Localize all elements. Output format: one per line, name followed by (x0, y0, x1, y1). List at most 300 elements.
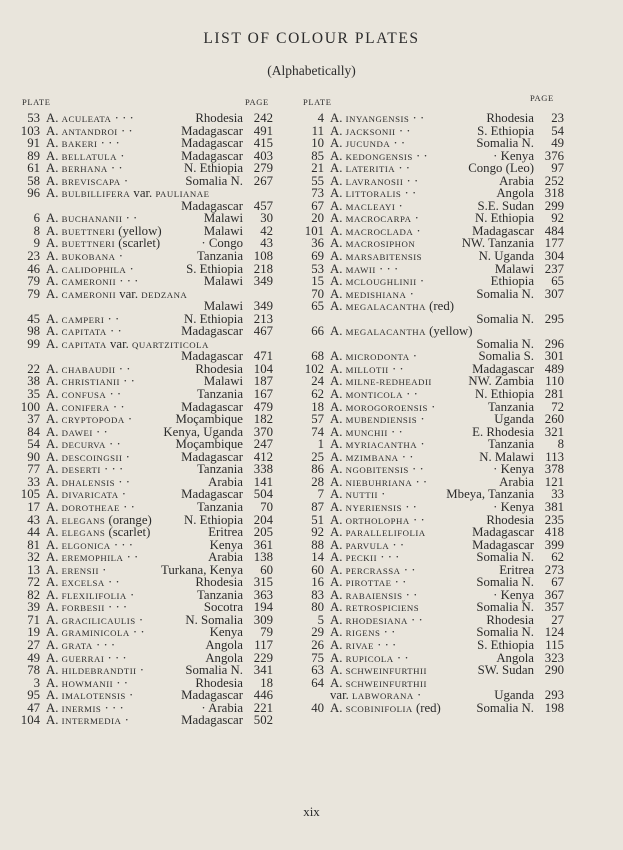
plate-number: 80 (311, 600, 324, 615)
species-name: A. MCLOUGHLINII · (330, 275, 425, 289)
species-name: A. BELLATULA · (46, 149, 125, 163)
page-number: 104 (253, 361, 273, 376)
page-number: 484 (544, 223, 564, 238)
page-number: 504 (253, 487, 273, 502)
species-name: A. MZIMBANA · · (330, 450, 414, 464)
page-number: 49 (551, 136, 564, 151)
locality: Eritrea (499, 562, 534, 577)
species-name: A. MACROSIPHON (330, 237, 416, 251)
locality: Somalia N. (476, 286, 534, 301)
page-number: 235 (544, 512, 564, 527)
page-number: 247 (253, 437, 273, 452)
page-number: 218 (253, 261, 273, 276)
locality: Somalia N. (476, 311, 534, 326)
list-item (18, 689, 273, 702)
page-number: 67 (551, 575, 564, 590)
species-name: A. RHODESIANA · · (330, 613, 423, 627)
list-item (302, 576, 564, 589)
page-number: 304 (544, 249, 564, 264)
page-number: 296 (544, 336, 564, 351)
species-name: A. HILDEBRANDTII · (46, 664, 145, 678)
locality: NW. Tanzania (461, 236, 534, 251)
plate-header-right: PLATE (303, 97, 332, 107)
plate-number: 79 (27, 286, 40, 301)
plate-number: 3 (33, 675, 40, 690)
list-item (302, 601, 564, 614)
locality: · Congo (201, 236, 243, 251)
plate-number: 75 (311, 650, 324, 665)
species-name: A. EXCELSA · · (46, 576, 120, 590)
species-name: A. LATERITIA · · (330, 162, 411, 176)
list-item (302, 438, 564, 451)
page-number: 361 (253, 537, 273, 552)
page-number: 367 (544, 587, 564, 602)
species-name: A. ERENSII · (46, 563, 107, 577)
plate-number: 67 (311, 198, 324, 213)
plate-number: 102 (304, 361, 324, 376)
plate-number: 29 (311, 625, 324, 640)
plate-number: 37 (27, 412, 40, 427)
plate-number: 62 (311, 387, 324, 402)
list-item (18, 388, 273, 401)
plate-number: 46 (27, 261, 40, 276)
page-number: 194 (253, 600, 273, 615)
locality: Madagascar (472, 525, 534, 540)
plate-number: 103 (20, 123, 40, 138)
species-name: A. BUETTNERI (yellow) (46, 224, 162, 238)
page-number: 309 (253, 612, 273, 627)
locality: Somalia N. (476, 700, 534, 715)
plate-number: 70 (311, 286, 324, 301)
plate-number: 83 (311, 587, 324, 602)
plate-number: 54 (27, 437, 40, 452)
left-column (18, 112, 273, 727)
locality: N. Uganda (478, 249, 534, 264)
species-name: A. ELGONICA · · · (46, 538, 134, 552)
page-number: 321 (544, 424, 564, 439)
plate-number: 36 (311, 236, 324, 251)
species-name: A. IMALOTENSIS · (46, 689, 134, 703)
plate-number: 40 (311, 700, 324, 715)
species-name: A. CAPITATA var. QUARTZITICOLA (46, 337, 209, 351)
page-number: 412 (253, 449, 273, 464)
locality: E. Rhodesia (472, 424, 534, 439)
plate-number: 60 (311, 562, 324, 577)
plate-number: 55 (311, 173, 324, 188)
plate-number: 9 (33, 236, 40, 251)
list-item (302, 288, 564, 301)
page-number: 121 (544, 474, 564, 489)
locality: Tanzania (197, 499, 243, 514)
locality: Rhodesia (195, 675, 243, 690)
page-number: 502 (253, 713, 273, 728)
page-number: 18 (260, 675, 273, 690)
species-name: A. NIEBUHRIANA · · (330, 475, 428, 489)
page-number: 187 (253, 374, 273, 389)
species-name: A. BUKOBANA · (46, 250, 123, 264)
page-number: 457 (253, 198, 273, 213)
species-name: A. RABAIENSIS · · (330, 588, 418, 602)
species-name: A. MOROGOROENSIS · (330, 400, 436, 414)
locality: Somalia N. (185, 663, 243, 678)
page-number: 299 (544, 198, 564, 213)
species-name: A. MICRODONTA · (330, 350, 418, 364)
list-item (302, 388, 564, 401)
page-number: 204 (253, 512, 273, 527)
plate-number: 101 (304, 223, 324, 238)
locality: S.E. Sudan (477, 198, 534, 213)
locality: NW. Zambia (468, 374, 534, 389)
page-number: 489 (544, 361, 564, 376)
species-name: A. CAMPERI · · (46, 312, 120, 326)
species-name: A. RETROSPICIENS (330, 601, 420, 615)
plate-number: 1 (317, 437, 324, 452)
species-name: A. GRAMINICOLA · · (46, 626, 145, 640)
locality: Kenya, Uganda (163, 424, 243, 439)
species-name: A. CONIFERA · · (46, 400, 125, 414)
species-name: A. LITTORALIS · · (330, 187, 417, 201)
locality: Rhodesia (486, 612, 534, 627)
plate-number: 4 (317, 111, 324, 125)
page-subtitle: (Alphabetically) (267, 63, 356, 78)
plate-number: 16 (311, 575, 324, 590)
locality: Malawi (203, 374, 243, 389)
plate-number: 33 (27, 474, 40, 489)
plate-number: 79 (27, 274, 40, 289)
list-item (18, 526, 273, 539)
page-number: 267 (253, 173, 273, 188)
plate-number: 87 (311, 499, 324, 514)
locality: N. Malawi (479, 449, 534, 464)
locality: Rhodesia (195, 111, 243, 125)
species-name: A. INTERMEDIA · (46, 714, 129, 728)
locality: Madagascar (181, 349, 243, 364)
page-number: 357 (544, 600, 564, 615)
page-number: 97 (551, 161, 564, 176)
list-item (18, 714, 273, 727)
locality: Tanzania (488, 437, 534, 452)
plate-number: 72 (27, 575, 40, 590)
plate-number: 27 (27, 637, 40, 652)
plate-number: 14 (311, 550, 324, 565)
locality: Tanzania (197, 249, 243, 264)
species-name: A. INYANGENSIS · · (330, 112, 425, 125)
locality: N. Ethiopia (184, 311, 243, 326)
species-name: A. RIGENS · · (330, 626, 396, 640)
page-header-left: PAGE (245, 97, 269, 107)
locality: Malawi (203, 299, 243, 314)
locality: N. Ethiopia (475, 387, 534, 402)
locality: · Kenya (493, 499, 534, 514)
page-number: 323 (544, 650, 564, 665)
locality: Arabia (208, 474, 243, 489)
plate-number: 91 (27, 136, 40, 151)
page-number: 198 (544, 700, 564, 715)
page-number: 124 (544, 625, 564, 640)
plate-number: 78 (27, 663, 40, 678)
locality: Somalia S. (478, 349, 534, 364)
locality: Madagascar (181, 198, 243, 213)
list-item (302, 689, 564, 702)
list-item (18, 187, 273, 200)
list-item (302, 300, 564, 313)
species-name: A. BAKERI · · · (46, 137, 120, 151)
page-number: 403 (253, 148, 273, 163)
plate-number: 57 (311, 412, 324, 427)
species-name: A. EREMOPHILA · · (46, 551, 139, 565)
plate-number: 49 (27, 650, 40, 665)
page-number: 115 (545, 637, 564, 652)
list-item (18, 463, 273, 476)
locality: S. Ethiopia (477, 637, 534, 652)
species-name: var. LABWORANA · (330, 689, 422, 703)
page-number: 108 (253, 249, 273, 264)
locality: Tanzania (197, 462, 243, 477)
species-name: A. MUNCHII · · (330, 425, 403, 439)
locality: Madagascar (181, 688, 243, 703)
plate-number: 7 (317, 487, 324, 502)
page-number: 33 (551, 487, 564, 502)
locality: Madagascar (181, 713, 243, 728)
species-name: A. MILLOTII · · (330, 362, 404, 376)
plate-number: 63 (311, 663, 324, 678)
list-item (18, 250, 273, 263)
page-number: 293 (544, 688, 564, 703)
list-item (302, 551, 564, 564)
page-number: 279 (253, 161, 273, 176)
locality: Eritrea (208, 525, 243, 540)
list-item (302, 413, 564, 426)
page-number: 229 (253, 650, 273, 665)
plate-number: 24 (311, 374, 324, 389)
locality: Tanzania (197, 387, 243, 402)
page-number: 138 (253, 550, 273, 565)
locality: Angola (205, 637, 243, 652)
list-item (302, 664, 564, 677)
list-item (302, 313, 564, 326)
species-name: A. PECKII · · · (330, 551, 400, 565)
list-item (302, 639, 564, 652)
species-name: A. ORTHOLOPHA · · (330, 513, 425, 527)
page-number: 30 (260, 211, 273, 226)
list-item (18, 300, 273, 313)
locality: Ethiopia (490, 274, 534, 289)
species-name: A. SCOBINIFOLIA (red) (330, 701, 441, 715)
locality: Madagascar (181, 136, 243, 151)
page-number: 221 (253, 700, 273, 715)
plate-number: 99 (27, 336, 40, 351)
page-number: 242 (253, 111, 273, 125)
locality: Malawi (203, 274, 243, 289)
plate-number: 104 (20, 713, 40, 728)
species-name: A. PERCRASSA · · (330, 563, 416, 577)
plate-number: 35 (27, 387, 40, 402)
locality: Madagascar (181, 487, 243, 502)
species-name: A. RIVAE · · · (330, 638, 397, 652)
list-item (18, 112, 273, 125)
page-title: LIST OF COLOUR PLATES (203, 30, 420, 47)
species-name: A. MONTICOLA · · (330, 388, 418, 402)
plate-number: 53 (27, 111, 40, 125)
species-name: A. MACLEAYI · (330, 199, 403, 213)
species-name: A. FLEXILIFOLIA · (46, 588, 135, 602)
species-name: A. SCHWEINFURTHII (330, 676, 427, 690)
page-number: 92 (551, 211, 564, 226)
species-name: A. FORBESII · · · (46, 601, 128, 615)
plate-number: 65 (311, 299, 324, 314)
list-item (18, 162, 273, 175)
plate-number: 92 (311, 525, 324, 540)
locality: S. Ethiopia (477, 123, 534, 138)
locality: Malawi (203, 211, 243, 226)
species-name: A. GRATA · · · (46, 638, 116, 652)
locality: Madagascar (181, 399, 243, 414)
plate-number: 71 (27, 612, 40, 627)
species-name: A. CALIDOPHILA · (46, 262, 134, 276)
page-number: 27 (551, 612, 564, 627)
species-name: A. MEGALACANTHA (red) (330, 300, 455, 314)
species-name: A. MEGALACANTHA (yellow) (330, 325, 473, 339)
species-name: A. RUPICOLA · · (330, 651, 409, 665)
list-item (18, 413, 273, 426)
list-item (302, 526, 564, 539)
species-name: A. DESCOINGSII · (46, 450, 130, 464)
locality: Angola (205, 650, 243, 665)
species-name: A. MARSABITENSIS (330, 250, 423, 264)
locality: SW. Sudan (477, 663, 534, 678)
species-name: A. BREVISCAPA · (46, 174, 129, 188)
locality: Arabia (499, 474, 534, 489)
page-number: 273 (544, 562, 564, 577)
page-number: 167 (253, 387, 273, 402)
page-number: 290 (544, 663, 564, 678)
species-name: A. ACULEATA · · · (46, 112, 134, 125)
species-name: A. NYERIENSIS · · (330, 500, 417, 514)
locality: · Kenya (493, 587, 534, 602)
locality: Kenya (209, 537, 243, 552)
list-item (302, 187, 564, 200)
page-number: 399 (544, 537, 564, 552)
plate-number: 53 (311, 261, 324, 276)
plate-number: 90 (27, 449, 40, 464)
plate-number: 98 (27, 324, 40, 339)
plate-number: 84 (27, 424, 40, 439)
page-number: 381 (544, 499, 564, 514)
list-item (18, 551, 273, 564)
species-name: A. NUTTII · (330, 488, 386, 502)
species-name: A. CAMERONII var. DEDZANA (46, 287, 188, 301)
locality: Rhodesia (195, 575, 243, 590)
plate-number: 43 (27, 512, 40, 527)
page-number: 471 (253, 349, 273, 364)
locality: · Kenya (493, 148, 534, 163)
locality: Turkana, Kenya (161, 562, 243, 577)
species-name: A. BUCHANANII · · (46, 212, 138, 226)
plate-number: 88 (311, 537, 324, 552)
list-item (18, 438, 273, 451)
list-item (302, 250, 564, 263)
plate-number: 23 (27, 249, 40, 264)
plate-number: 32 (27, 550, 40, 565)
page-number: 295 (544, 311, 564, 326)
page-number: 117 (254, 637, 273, 652)
locality: Somalia N. (476, 336, 534, 351)
list-item (18, 601, 273, 614)
plate-number: 13 (27, 562, 40, 577)
locality: Malawi (203, 223, 243, 238)
plate-number: 39 (27, 600, 40, 615)
species-name: A. DHALENSIS · · (46, 475, 130, 489)
plate-number: 17 (27, 499, 40, 514)
locality: Madagascar (472, 361, 534, 376)
locality: Kenya (209, 625, 243, 640)
page-number: 370 (253, 424, 273, 439)
page-number: 60 (260, 562, 273, 577)
locality: N. Ethiopia (475, 211, 534, 226)
locality: · Kenya (493, 462, 534, 477)
page-number: 281 (544, 387, 564, 402)
page-number: 418 (544, 525, 564, 540)
plate-number: 82 (27, 587, 40, 602)
page-number: 307 (544, 286, 564, 301)
plate-number: 77 (27, 462, 40, 477)
species-name: A. BULBILLIFERA var. PAULIANAE (46, 187, 210, 201)
locality: Somalia N. (476, 600, 534, 615)
list-item (18, 639, 273, 652)
list-item (18, 275, 273, 288)
species-name: A. DAWEI · · (46, 425, 108, 439)
plate-number: 85 (311, 148, 324, 163)
page-number: 237 (544, 261, 564, 276)
species-name: A. DECURVA · · (46, 438, 121, 452)
locality: Somalia N. (476, 575, 534, 590)
plate-number: 66 (311, 324, 324, 339)
page-number: 23 (551, 111, 564, 125)
list-item (302, 162, 564, 175)
plate-number: 64 (311, 675, 324, 690)
species-name: A. DOROTHEAE · · (46, 500, 135, 514)
page-number: 467 (253, 324, 273, 339)
plate-header-left: PLATE (22, 97, 51, 107)
list-item (302, 112, 564, 125)
species-name: A. PIROTTAE · · (330, 576, 407, 590)
plate-number: 105 (20, 487, 40, 502)
page-number: 301 (544, 349, 564, 364)
list-item (18, 501, 273, 514)
page-number: 113 (545, 449, 564, 464)
page-number: 349 (253, 274, 273, 289)
species-name: A. MACROCLADA · (330, 224, 421, 238)
plate-number: 58 (27, 173, 40, 188)
species-name: A. SCHWEINFURTHII (330, 664, 427, 678)
folio-number: xix (303, 804, 320, 819)
right-column (302, 112, 564, 714)
list-item (302, 463, 564, 476)
list-item (302, 702, 564, 715)
list-item (302, 275, 564, 288)
species-name: A. DESERTI · · · (46, 463, 124, 477)
locality: Congo (Leo) (468, 161, 534, 176)
plate-number: 26 (311, 637, 324, 652)
locality: N. Ethiopia (184, 512, 243, 527)
list-item (302, 137, 564, 150)
locality: Rhodesia (486, 512, 534, 527)
species-name: A. DIVARICATA · (46, 488, 127, 502)
locality: Moçambique (175, 437, 243, 452)
page-number: 79 (260, 625, 273, 640)
plate-number: 22 (27, 361, 40, 376)
locality: Madagascar (181, 449, 243, 464)
